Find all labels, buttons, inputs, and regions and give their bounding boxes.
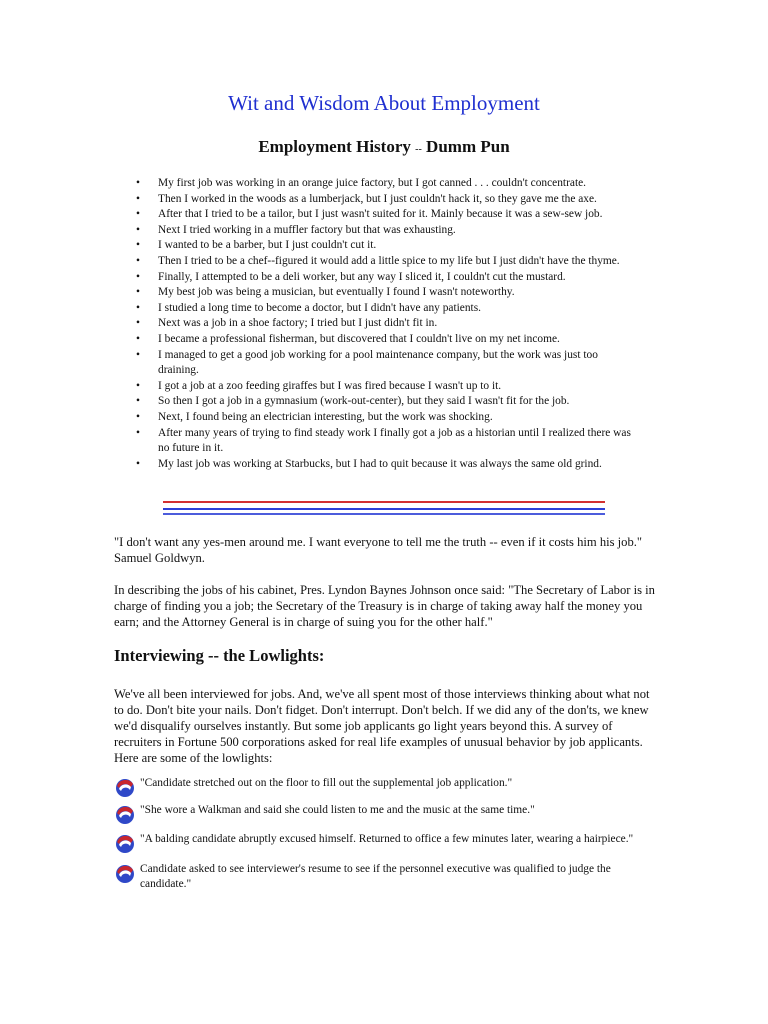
list-item: [114, 332, 634, 348]
divider-blue-stripe: [163, 508, 605, 510]
bullet-icon: •: [136, 223, 140, 236]
list-item: [114, 223, 634, 239]
goldwyn-quote: "I don't want any yes-men around me. I want everyone to tell me the truth -- even if it costs him his job." Samuel Goldwyn.: [114, 535, 643, 565]
bullet-icon: •: [136, 457, 140, 470]
bullet-icon: •: [136, 192, 140, 205]
red-white-blue-ball-icon: [114, 804, 136, 826]
divider-blue-stripe: [163, 513, 605, 515]
subtitle-right: Dumm Pun: [426, 137, 510, 156]
list-item: [114, 285, 634, 301]
bullet-icon: •: [136, 254, 140, 267]
bullet-icon: •: [136, 301, 140, 314]
interviewing-heading: Interviewing -- the Lowlights:: [114, 646, 325, 665]
bullet-icon: •: [136, 410, 140, 423]
lowlight-text: "A balding candidate abruptly excused himself. Returned to office a few minutes later, wearing a hairpiece.": [140, 833, 634, 845]
list-item-text: I managed to get a good job working for a pool maintenance company, but the work was just too draining.: [158, 348, 598, 377]
list-item-text: After many years of trying to find steady work I finally got a job as a historian until I realized there was no future in it.: [158, 426, 631, 455]
list-item-text: Finally, I attempted to be a deli worker, but any way I sliced it, I couldn't cut the mustard.: [158, 270, 566, 283]
list-item-text: I wanted to be a barber, but I just couldn't cut it.: [158, 239, 377, 252]
list-item-text: Then I worked in the woods as a lumberjack, but I just couldn't hack it, so they gave me the axe.: [158, 192, 597, 205]
lowlight-item: [114, 803, 644, 818]
list-item: [114, 192, 634, 208]
bullet-icon: •: [136, 348, 140, 361]
list-item-text: Next was a job in a shoe factory; I tried but I just didn't fit in.: [158, 317, 438, 330]
list-item-text: My last job was working at Starbucks, but I had to quit because it was always the same old grind.: [158, 457, 602, 470]
list-item-text: So then I got a job in a gymnasium (work-out-center), but they said I wasn't fit for the job.: [158, 395, 570, 408]
list-item: [114, 176, 634, 192]
bullet-icon: •: [136, 239, 140, 252]
subtitle-separator: --: [415, 144, 422, 155]
list-item-text: Next, I found being an electrician interesting, but the work was shocking.: [158, 410, 493, 423]
bullet-icon: •: [136, 332, 140, 345]
list-item-text: I became a professional fisherman, but discovered that I couldn't live on my net income.: [158, 332, 560, 345]
list-item: [114, 410, 634, 426]
interviewing-intro: We've all been interviewed for jobs. And, we've all spent most of those interviews thinking about what not to do. Don't bite your nails. Don't fidget. Don't interrupt. Don't belch. If we did any of the don'ts, we knew we'd disqualify ourselves instantly. But some job applicants go light years beyond this. A survey of recruiters in Fortune 500 corporations asked for real life examples of unusual behavior by job applicants. Here are some of the lowlights:: [114, 687, 650, 765]
johnson-quote: In describing the jobs of his cabinet, Pres. Lyndon Baynes Johnson once said: "The Secretary of Labor is in charge of finding you a job; the Secretary of the Treasury is in charge of taking away half the money you earn; and the Attorney General is in charge of suing you for the other half.": [114, 583, 655, 629]
bullet-icon: •: [136, 317, 140, 330]
list-item: [114, 270, 634, 286]
red-white-blue-divider: [163, 501, 605, 517]
lowlight-text: Candidate asked to see interviewer's resume to see if the personnel executive was qualified to judge the candidate.": [140, 863, 611, 890]
list-item: [114, 316, 634, 332]
red-white-blue-ball-icon: [114, 833, 136, 855]
list-item: [114, 457, 634, 473]
bullet-icon: •: [136, 286, 140, 299]
list-item: [114, 348, 634, 379]
red-white-blue-ball-icon: [114, 863, 136, 885]
employment-history-list: [114, 176, 634, 472]
list-item-text: Then I tried to be a chef--figured it would add a little spice to my life but I just didn't have the thyme.: [158, 254, 620, 267]
list-item: [114, 394, 634, 410]
page-title: Wit and Wisdom About Employment: [228, 91, 540, 115]
list-item-text: My best job was being a musician, but eventually I found I wasn't noteworthy.: [158, 286, 515, 299]
lowlight-text: "She wore a Walkman and said she could listen to me and the music at the same time.": [140, 804, 535, 816]
list-item: [114, 238, 634, 254]
list-item: [114, 426, 634, 457]
bullet-icon: •: [136, 426, 140, 439]
section-title-employment-history: [0, 136, 768, 161]
list-item: [114, 379, 634, 395]
bullet-icon: •: [136, 208, 140, 221]
lowlight-text: "Candidate stretched out on the floor to fill out the supplemental job application.": [140, 777, 513, 789]
subtitle-left: Employment History: [258, 137, 411, 156]
bullet-icon: •: [136, 177, 140, 189]
list-item: [114, 254, 634, 270]
red-white-blue-ball-icon: [114, 777, 136, 799]
list-item-text: After that I tried to be a tailor, but I just wasn't suited for it. Mainly because it was a sew-sew job.: [158, 208, 603, 221]
lowlight-item: [114, 776, 644, 791]
list-item: [114, 301, 634, 317]
bullet-icon: •: [136, 395, 140, 408]
list-item-text: My first job was working in an orange juice factory, but I got canned . . . couldn't concentrate.: [158, 177, 587, 189]
lowlight-item: [114, 862, 644, 892]
divider-white-stripe: [163, 503, 605, 505]
bullet-icon: •: [136, 379, 140, 392]
list-item-text: I got a job at a zoo feeding giraffes but I was fired because I wasn't up to it.: [158, 379, 502, 392]
list-item-text: Next I tried working in a muffler factory but that was exhausting.: [158, 223, 456, 236]
list-item-text: I studied a long time to become a doctor, but I didn't have any patients.: [158, 301, 481, 314]
bullet-icon: •: [136, 270, 140, 283]
lowlight-item: [114, 832, 644, 847]
list-item: [114, 207, 634, 223]
